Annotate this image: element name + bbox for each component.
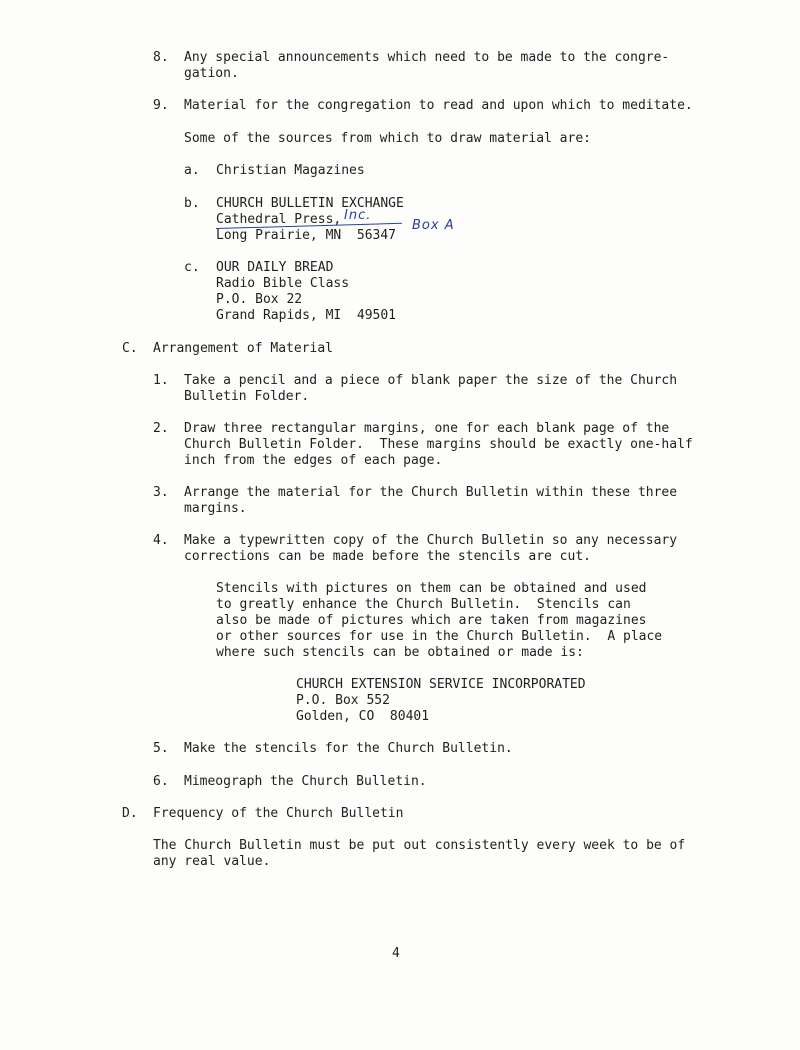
item-9-number: 9.	[153, 98, 169, 113]
source-c-line-1: OUR DAILY BREAD	[216, 260, 334, 275]
step-3-line-1: Arrange the material for the Church Bulletin within these three	[184, 485, 678, 500]
source-b-line-2: Cathedral Press,	[216, 212, 342, 227]
source-b-line-1: CHURCH BULLETIN EXCHANGE	[216, 196, 404, 211]
step-3-line-2: margins.	[184, 501, 247, 516]
page-number: 4	[392, 946, 400, 961]
step-6-number: 6.	[153, 774, 169, 789]
step-2-line-1: Draw three rectangular margins, one for each blank page of the	[184, 421, 670, 436]
source-c-line-2: Radio Bible Class	[216, 276, 350, 291]
step-4-line-2: corrections can be made before the stencils are cut.	[184, 549, 591, 564]
step-2-number: 2.	[153, 421, 169, 436]
address-line-1: CHURCH EXTENSION SERVICE INCORPORATED	[296, 677, 586, 692]
address-line-3: Golden, CO 80401	[296, 709, 430, 724]
section-d-heading: Frequency of the Church Bulletin	[153, 806, 404, 821]
source-c-letter: c.	[184, 260, 200, 275]
step-1-line-1: Take a pencil and a piece of blank paper the size of the Church	[184, 373, 678, 388]
source-c-line-4: Grand Rapids, MI 49501	[216, 308, 397, 323]
item-9-line: Material for the congregation to read and upon which to meditate.	[184, 98, 693, 113]
step-1-line-2: Bulletin Folder.	[184, 389, 310, 404]
step-4-line-1: Make a typewritten copy of the Church Bulletin so any necessary	[184, 533, 678, 548]
source-a-letter: a.	[184, 163, 200, 178]
step-1-number: 1.	[153, 373, 169, 388]
source-c-line-3: P.O. Box 22	[216, 292, 303, 307]
step-6-line-1: Mimeograph the Church Bulletin.	[184, 774, 427, 789]
item-8-line-1: Any special announcements which need to be made to the congre-	[184, 50, 670, 65]
item-8-line-2: gation.	[184, 66, 239, 81]
handwritten-box-annotation: Box A	[412, 218, 455, 233]
source-b-line-3: Long Prairie, MN 56347	[216, 228, 397, 243]
address-line-2: P.O. Box 552	[296, 693, 390, 708]
section-c-letter: C.	[122, 341, 138, 356]
step-3-number: 3.	[153, 485, 169, 500]
item-8-number: 8.	[153, 50, 169, 65]
source-b-letter: b.	[184, 196, 200, 211]
stencil-note-line-4: or other sources for use in the Church Bulletin. A place	[216, 629, 663, 644]
stencil-note-line-2: to greatly enhance the Church Bulletin. Stencils can	[216, 597, 631, 612]
step-5-number: 5.	[153, 741, 169, 756]
step-2-line-2: Church Bulletin Folder. These margins should be exactly one-half	[184, 437, 693, 452]
step-5-line-1: Make the stencils for the Church Bulletin.	[184, 741, 513, 756]
stencil-note-line-3: also be made of pictures which are taken from magazines	[216, 613, 647, 628]
section-d-body-line-2: any real value.	[153, 854, 271, 869]
section-d-body-line-1: The Church Bulletin must be put out consistently every week to be of	[153, 838, 686, 853]
handwritten-inc-annotation: Inc.	[344, 208, 372, 223]
step-4-number: 4.	[153, 533, 169, 548]
stencil-note-line-1: Stencils with pictures on them can be obtained and used	[216, 581, 647, 596]
section-d-letter: D.	[122, 806, 138, 821]
step-2-line-3: inch from the edges of each page.	[184, 453, 443, 468]
source-a-line-1: Christian Magazines	[216, 163, 365, 178]
stencil-note-line-5: where such stencils can be obtained or made is:	[216, 645, 584, 660]
section-c-heading: Arrangement of Material	[153, 341, 334, 356]
sources-intro: Some of the sources from which to draw material are:	[184, 131, 591, 146]
